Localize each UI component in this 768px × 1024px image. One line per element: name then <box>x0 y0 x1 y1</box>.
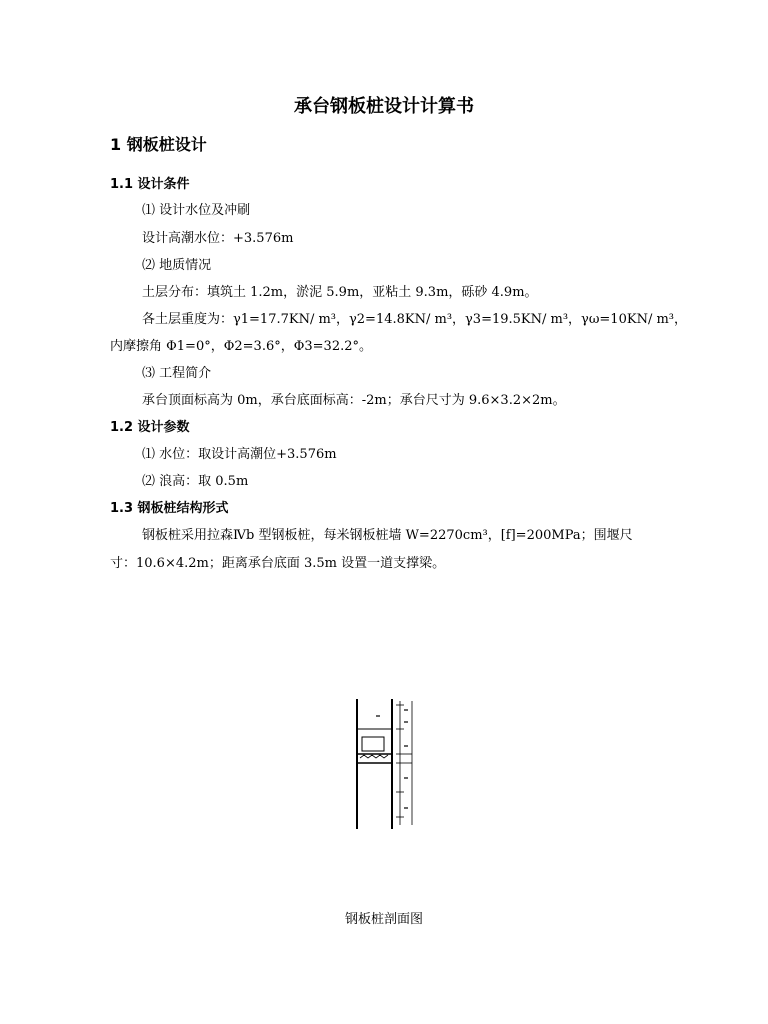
paragraph-line: 钢板桩采用拉森Ⅳb 型钢板桩，每米钢板桩墙 W=2270cm³，[f]=200MPa；围堰尺 <box>142 528 633 543</box>
paragraph-line: ⑶ 工程简介 <box>142 366 212 381</box>
paragraph-line: ⑴ 设计水位及冲刷 <box>142 203 251 218</box>
paragraph-line: 土层分布：填筑土 1.2m，淤泥 5.9m，亚粘土 9.3m，砾砂 4.9m。 <box>142 285 538 300</box>
heading-1-3: 1.3 钢板桩结构形式 <box>110 501 229 516</box>
paragraph-line: 寸：10.6×4.2m；距离承台底面 3.5m 设置一道支撑梁。 <box>110 556 446 571</box>
paragraph-line: 各土层重度为：γ1=17.7KN/ m³，γ2=14.8KN/ m³，γ3=19.5KN/ m³，γω=10KN/ m³， <box>142 312 687 327</box>
sheet-pile-section-drawing <box>352 697 422 831</box>
paragraph-line: 设计高潮水位：+3.576m <box>142 231 294 246</box>
paragraph-line: ⑴ 水位：取设计高潮位+3.576m <box>142 447 337 462</box>
figure-caption: 钢板桩剖面图 <box>344 912 423 927</box>
paragraph-line: ⑵ 浪高：取 0.5m <box>142 474 249 489</box>
paragraph-line: ⑵ 地质情况 <box>142 258 212 273</box>
heading-1-2: 1.2 设计参数 <box>110 420 190 435</box>
heading-1: 1 钢板桩设计 <box>110 135 207 154</box>
document-title: 承台钢板桩设计计算书 <box>294 96 474 117</box>
paragraph-line: 内摩擦角 Φ1=0°，Φ2=3.6°，Φ3=32.2°。 <box>110 339 372 354</box>
heading-1-1: 1.1 设计条件 <box>110 177 190 192</box>
paragraph-line: 承台顶面标高为 0m，承台底面标高：-2m；承台尺寸为 9.6×3.2×2m。 <box>142 393 566 408</box>
